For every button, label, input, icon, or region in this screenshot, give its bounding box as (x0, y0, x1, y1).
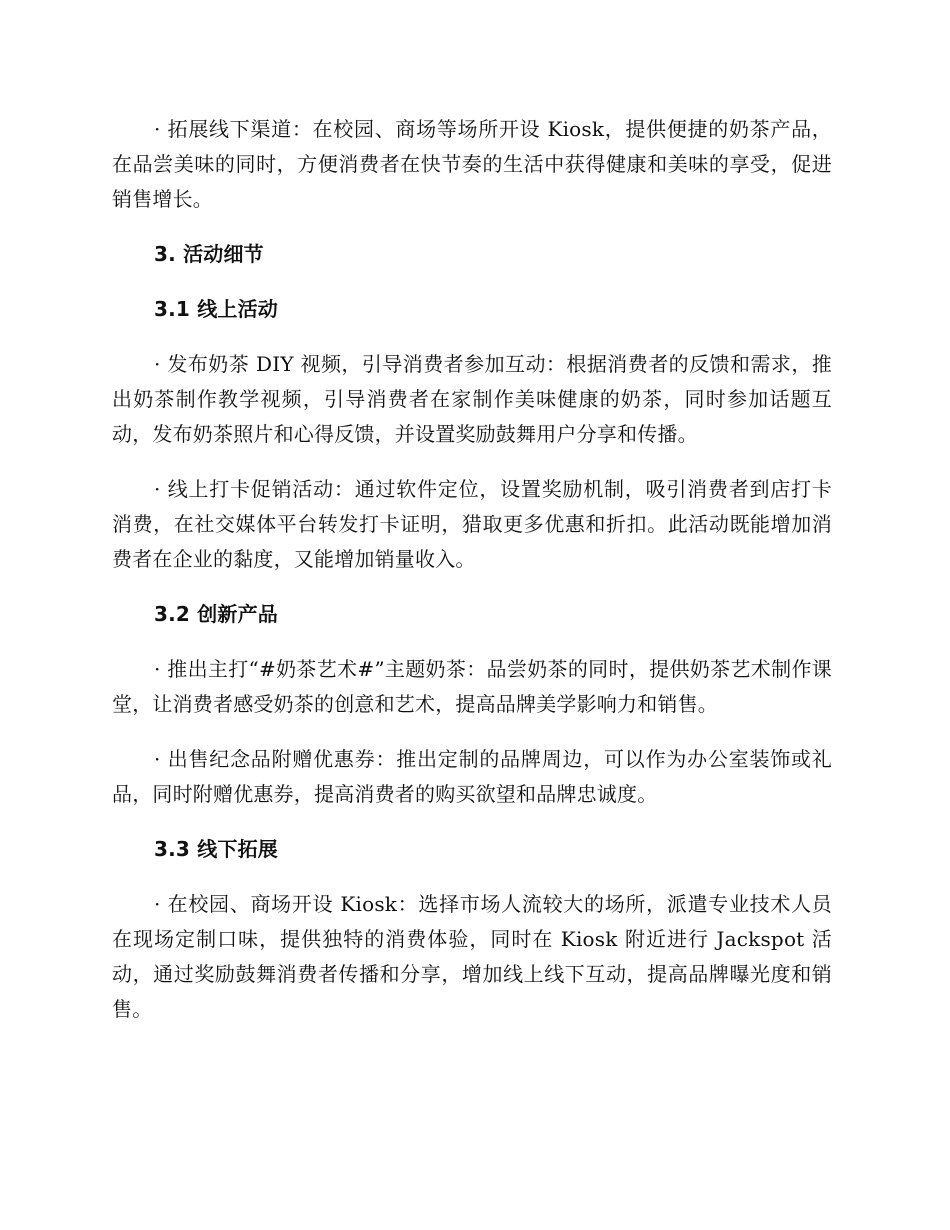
paragraph-diy-video: · 发布奶茶 DIY 视频，引导消费者参加互动：根据消费者的反馈和需求，推出奶茶制作教学视频，引导消费者在家制作美味健康的奶茶，同时参加话题互动，发布奶茶照片和心得反馈，并设置奖励鼓舞用户分享和传播。 (112, 352, 832, 446)
subsection-heading-offline-expansion: 3.3 线下拓展 (154, 837, 278, 861)
paragraph-checkin-promotion: · 线上打卡促销活动：通过软件定位，设置奖励机制，吸引消费者到店打卡消费，在社交媒体平台转发打卡证明，猎取更多优惠和折扣。此活动既能增加消费者在企业的黏度，又能增加销量收入。 (112, 477, 832, 571)
section-heading-activity-details: 3. 活动细节 (154, 242, 264, 266)
paragraph-offline-channel: · 拓展线下渠道：在校园、商场等场所开设 Kiosk，提供便捷的奶茶产品，在品尝美味的同时，方便消费者在快节奏的生活中获得健康和美味的享受，促进销售增长。 (112, 117, 832, 211)
document-body (112, 112, 832, 1047)
paragraph-souvenir-coupon: · 出售纪念品附赠优惠券：推出定制的品牌周边，可以作为办公室装饰或礼品，同时附赠优惠券，提高消费者的购买欲望和品牌忠诚度。 (112, 747, 832, 806)
paragraph-kiosk-expansion: · 在校园、商场开设 Kiosk：选择市场人流较大的场所，派遣专业技术人员在现场定制口味，提供独特的消费体验，同时在 Kiosk 附近进行 Jackspot 活动，通过奖励鼓舞消费者传播和分享，增加线上线下互动，提高品牌曝光度和销售。 (112, 892, 832, 1021)
subsection-heading-online-activities: 3.1 线上活动 (154, 297, 278, 321)
paragraph-milk-tea-art: · 推出主打“#奶茶艺术#”主题奶茶：品尝奶茶的同时，提供奶茶艺术制作课堂，让消费者感受奶茶的创意和艺术，提高品牌美学影响力和销售。 (112, 657, 832, 716)
subsection-heading-innovative-products: 3.2 创新产品 (154, 602, 278, 626)
